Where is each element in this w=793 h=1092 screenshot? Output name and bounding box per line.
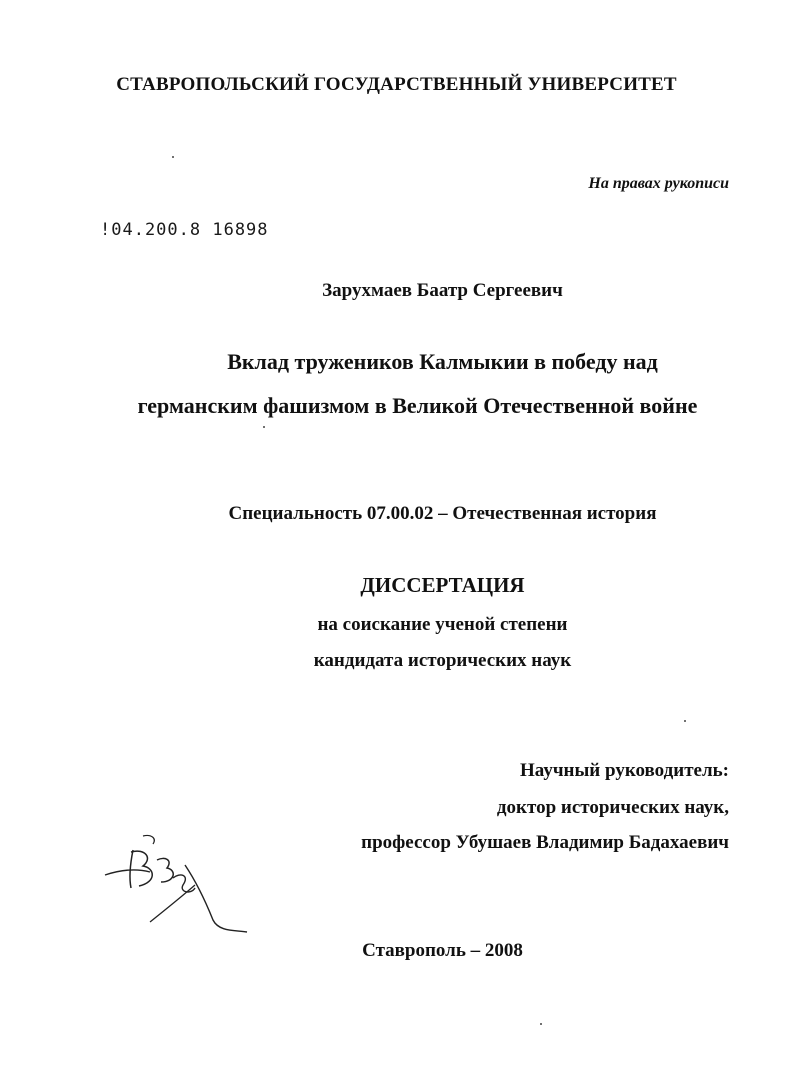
manuscript-note: На правах рукописи: [588, 175, 729, 192]
supervisor-label: Научный руководитель:: [520, 760, 729, 781]
supervisor-degree: доктор исторических наук,: [496, 797, 729, 818]
scan-speck: [172, 156, 174, 158]
degree-name-line: кандидата исторических наук: [313, 650, 572, 671]
supervisor-name: профессор Убушаев Владимир Бадахаевич: [361, 832, 729, 853]
dissertation-heading: ДИССЕРТАЦИЯ: [360, 573, 525, 597]
university-name: СТАВРОПОЛЬСКИЙ ГОСУДАРСТВЕННЫЙ УНИВЕРСИТЕТ: [116, 74, 677, 95]
registration-stamp-number: !04.200.8 16898: [100, 220, 269, 240]
scan-speck: [263, 426, 265, 428]
degree-purpose-line: на соискание ученой степени: [317, 614, 568, 635]
dissertation-title-line-1: Вклад тружеников Калмыкии в победу над: [227, 349, 658, 374]
specialty-line: Специальность 07.00.02 – Отечественная история: [228, 503, 657, 524]
handwritten-signature: [95, 830, 260, 945]
city-year: Ставрополь – 2008: [362, 940, 523, 961]
author-name: Зарухмаев Баатр Сергеевич: [322, 280, 563, 301]
scan-speck: [540, 1023, 542, 1025]
scan-speck: [684, 720, 686, 722]
dissertation-title-line-2: германским фашизмом в Великой Отечественной войне: [137, 393, 698, 418]
